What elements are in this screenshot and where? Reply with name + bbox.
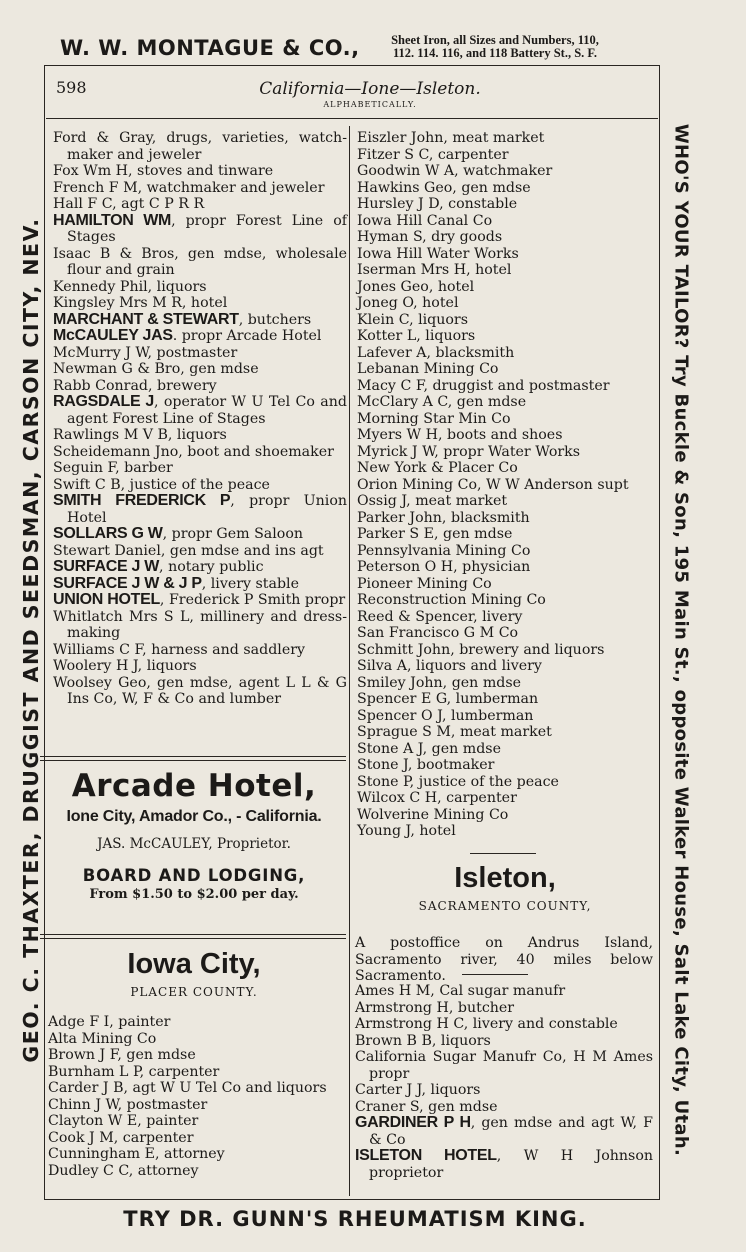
listing-entry bbox=[357, 807, 655, 824]
listing-text: Woolery H J, liquors bbox=[53, 658, 197, 674]
listing-text: Brown B B, liquors bbox=[355, 1032, 491, 1049]
listing-name: SURFACE J W bbox=[53, 558, 160, 575]
listing-entry bbox=[53, 394, 347, 427]
listing-text: Kotter L, liquors bbox=[357, 328, 476, 344]
listing-text: Williams C F, harness and saddlery bbox=[53, 641, 306, 658]
listing-text: Pioneer Mining Co bbox=[357, 575, 492, 592]
listing-entry bbox=[357, 724, 655, 741]
listing-entry bbox=[357, 708, 655, 725]
listing-text: Iowa Hill Water Works bbox=[357, 245, 519, 262]
header-rule bbox=[46, 118, 658, 119]
listing-text: Carter J J, liquors bbox=[355, 1082, 481, 1098]
listing-text: Alta Mining Co bbox=[48, 1030, 157, 1047]
listing-entry bbox=[357, 741, 655, 758]
iowa-city-listings bbox=[48, 1014, 346, 1179]
isleton-listings bbox=[355, 983, 653, 1181]
listing-text: Whitlatch Mrs S L, millinery and dress-making bbox=[53, 608, 347, 641]
listing-text: Newman G & Bro, gen mdse bbox=[53, 361, 259, 377]
advertiser-detail bbox=[320, 34, 670, 60]
listing-entry bbox=[53, 675, 347, 708]
right-margin-ad bbox=[668, 90, 694, 1190]
arcade-hotel-ad bbox=[40, 768, 348, 902]
listing-text: Fox Wm H, stoves and tinware bbox=[53, 163, 274, 179]
listing-entry bbox=[357, 262, 655, 279]
listing-entry bbox=[357, 411, 655, 428]
listing-entry bbox=[357, 609, 655, 626]
listing-text: Armstrong H C, livery and constable bbox=[355, 1016, 618, 1032]
listing-entry bbox=[53, 378, 347, 395]
iowa-city-header bbox=[40, 948, 348, 999]
listing-text: Joneg O, hotel bbox=[357, 295, 459, 311]
listing-entry bbox=[357, 526, 655, 543]
advertiser-detail-line2: 112. 114. 116, and 118 Battery St., S. F. bbox=[392, 46, 598, 60]
listing-entry bbox=[357, 691, 655, 708]
listing-text: Dudley C C, attorney bbox=[48, 1162, 199, 1179]
listing-text: Iowa Hill Canal Co bbox=[357, 212, 493, 229]
listing-text: San Francisco G M Co bbox=[357, 625, 519, 641]
right-margin-ad-text: WHO'S YOUR TAILOR? Try Buckle & Son, 195 Main St., opposite Walker House, Salt Lake City, Utah. bbox=[670, 123, 692, 1157]
isleton-desc-rule bbox=[462, 974, 528, 975]
listing-entry bbox=[357, 295, 655, 312]
listing-text: Burnham L P, carpenter bbox=[48, 1063, 220, 1080]
listing-name: ISLETON HOTEL bbox=[355, 1147, 497, 1164]
advertiser-detail-line1: Sheet Iron, all Sizes and Numbers, 110, bbox=[391, 33, 599, 47]
listing-text: Scheidemann Jno, boot and shoemaker bbox=[53, 443, 334, 460]
listing-entry bbox=[53, 444, 347, 461]
listing-text: Ossig J, meat market bbox=[357, 493, 508, 509]
listing-text: Hawkins Geo, gen mdse bbox=[357, 179, 531, 196]
listing-text: , operator W U Tel Co and agent Forest Line of Stages bbox=[67, 394, 347, 427]
listing-entry bbox=[53, 559, 347, 576]
listing-text: Cunningham E, attorney bbox=[48, 1146, 225, 1162]
page-number: 598 bbox=[56, 78, 87, 97]
listing-text: , W H Johnson proprietor bbox=[369, 1148, 653, 1181]
listing-text: Morning Star Min Co bbox=[357, 410, 511, 427]
ad-headline: BOARD AND LODGING, bbox=[82, 866, 306, 885]
page-title: California—Ione—Isleton. bbox=[259, 79, 481, 99]
listing-entry bbox=[357, 378, 655, 395]
listing-entry bbox=[357, 592, 655, 609]
iowa-city-county: PLACER COUNTY. bbox=[130, 985, 258, 999]
listing-text: McMurry J W, postmaster bbox=[53, 344, 238, 361]
listing-text: Goodwin W A, watchmaker bbox=[357, 163, 553, 179]
listing-entry bbox=[53, 328, 347, 345]
listing-entry bbox=[355, 1148, 653, 1181]
listing-entry bbox=[53, 295, 347, 312]
listing-text: Macy C F, druggist and postmaster bbox=[357, 377, 610, 394]
isleton-county: SACRAMENTO COUNTY, bbox=[418, 899, 592, 913]
listing-entry bbox=[48, 1080, 346, 1097]
listing-text: Lebanan Mining Co bbox=[357, 361, 499, 377]
listing-entry bbox=[53, 609, 347, 642]
listing-entry bbox=[357, 757, 655, 774]
listing-entry bbox=[53, 427, 347, 444]
page-subtitle: ALPHABETICALLY. bbox=[323, 100, 417, 109]
listing-text: Stone J, bootmaker bbox=[357, 757, 495, 773]
listing-text: Myers W H, boots and shoes bbox=[357, 427, 563, 443]
listing-entry bbox=[53, 592, 347, 609]
listing-entry bbox=[357, 675, 655, 692]
listing-entry bbox=[357, 790, 655, 807]
listing-text: Peterson O H, physician bbox=[357, 559, 531, 575]
listing-entry bbox=[48, 1014, 346, 1031]
listing-text: Fitzer S C, carpenter bbox=[357, 146, 509, 163]
listing-text: California Sugar Manufr Co, H M Ames propr bbox=[355, 1049, 653, 1082]
listing-text: Klein C, liquors bbox=[357, 311, 468, 328]
listing-entry bbox=[357, 559, 655, 576]
listing-entry bbox=[355, 1033, 653, 1050]
listing-text: . propr Arcade Hotel bbox=[172, 328, 322, 344]
listing-text: Jones Geo, hotel bbox=[357, 278, 475, 295]
listing-text: , notary public bbox=[159, 559, 264, 575]
listing-entry bbox=[53, 345, 347, 362]
listing-text: Brown J F, gen mdse bbox=[48, 1047, 196, 1063]
listing-text: Spencer E G, lumberman bbox=[357, 691, 539, 707]
listing-entry bbox=[357, 460, 655, 477]
listing-text: Chinn J W, postmaster bbox=[48, 1096, 208, 1113]
listing-entry bbox=[357, 642, 655, 659]
listing-entry bbox=[357, 543, 655, 560]
listing-text: Parker John, blacksmith bbox=[357, 509, 530, 526]
listing-text: Lafever A, blacksmith bbox=[357, 344, 515, 361]
listing-text: Hall F C, agt C P R R bbox=[53, 196, 205, 212]
listing-text: Hyman S, dry goods bbox=[357, 229, 503, 245]
listing-text: Swift C B, justice of the peace bbox=[53, 476, 270, 493]
ad-rule-bottom-2 bbox=[40, 938, 346, 939]
listing-entry bbox=[355, 1082, 653, 1099]
listing-entry bbox=[357, 477, 655, 494]
listing-entry bbox=[357, 196, 655, 213]
listing-text: New York & Placer Co bbox=[357, 460, 518, 476]
listing-text: Kingsley Mrs M R, hotel bbox=[53, 295, 228, 311]
listing-text: Woolsey Geo, gen mdse, agent L L & G Ins Co, W, F & Co and lumber bbox=[53, 674, 347, 707]
listing-text: Ames H M, Cal sugar manufr bbox=[355, 983, 566, 999]
listing-entry bbox=[357, 163, 655, 180]
listing-entry bbox=[357, 229, 655, 246]
ad-title: Arcade Hotel, bbox=[71, 768, 317, 804]
listing-entry bbox=[53, 180, 347, 197]
listing-entry bbox=[357, 658, 655, 675]
listing-text: Stone P, justice of the peace bbox=[357, 773, 559, 790]
listing-entry bbox=[355, 1099, 653, 1116]
right-column-listings bbox=[357, 130, 655, 840]
listing-text: , propr Gem Saloon bbox=[162, 526, 304, 542]
advertiser-name: W. W. MONTAGUE & CO., bbox=[60, 36, 360, 60]
listing-text: Stewart Daniel, gen mdse and ins agt bbox=[53, 542, 324, 559]
listing-entry bbox=[53, 658, 347, 675]
listing-entry bbox=[357, 493, 655, 510]
listing-entry bbox=[53, 213, 347, 246]
listing-entry bbox=[53, 279, 347, 296]
listing-entry bbox=[355, 1016, 653, 1033]
listing-entry bbox=[357, 180, 655, 197]
listing-entry bbox=[48, 1163, 346, 1180]
listing-entry bbox=[357, 625, 655, 642]
ad-location: Ione City, Amador Co., - California. bbox=[66, 808, 322, 825]
ad-rule-bottom bbox=[40, 934, 346, 935]
listing-name: HAMILTON WM bbox=[53, 211, 172, 229]
listing-name: MARCHANT & STEWART bbox=[53, 310, 239, 328]
listing-entry bbox=[53, 312, 347, 329]
listing-text: Reed & Spencer, livery bbox=[357, 608, 523, 625]
listing-entry bbox=[53, 642, 347, 659]
listing-text: Craner S, gen mdse bbox=[355, 1098, 498, 1115]
listing-entry bbox=[357, 130, 655, 147]
listing-text: Silva A, liquors and livery bbox=[357, 658, 542, 674]
listing-text: Wilcox C H, carpenter bbox=[357, 790, 517, 806]
listing-text: Sprague S M, meat market bbox=[357, 724, 552, 740]
iowa-city-title: Iowa City, bbox=[127, 948, 261, 980]
ad-rule-top-2 bbox=[40, 760, 346, 761]
listing-entry bbox=[53, 361, 347, 378]
listing-entry bbox=[357, 279, 655, 296]
listing-name: GARDINER P H bbox=[355, 1114, 471, 1131]
listing-entry bbox=[357, 246, 655, 263]
listing-text: Reconstruction Mining Co bbox=[357, 592, 546, 608]
listing-entry bbox=[357, 147, 655, 164]
listing-entry bbox=[357, 213, 655, 230]
top-banner bbox=[48, 30, 668, 68]
listing-text: Orion Mining Co, W W Anderson supt bbox=[357, 476, 629, 493]
listing-text: Armstrong H, butcher bbox=[355, 999, 515, 1016]
listing-entry bbox=[357, 510, 655, 527]
listing-text: Clayton W E, painter bbox=[48, 1113, 199, 1129]
listing-text: Stone A J, gen mdse bbox=[357, 740, 501, 757]
listing-entry bbox=[357, 427, 655, 444]
listing-name: UNION HOTEL bbox=[53, 591, 160, 608]
listing-entry bbox=[48, 1064, 346, 1081]
listing-entry bbox=[53, 130, 347, 163]
left-margin-ad-text: GEO. C. THAXTER, DRUGGIST AND SEEDSMAN, CARSON CITY, NEV. bbox=[19, 217, 43, 1063]
listing-entry bbox=[53, 163, 347, 180]
listing-entry bbox=[357, 312, 655, 329]
listing-text: Isaac B & Bros, gen mdse, wholesale flour and grain bbox=[53, 245, 347, 278]
ad-rule-top bbox=[40, 756, 346, 757]
listing-text: Adge F I, painter bbox=[48, 1014, 171, 1030]
left-margin-ad bbox=[18, 90, 44, 1190]
listing-entry bbox=[355, 983, 653, 1000]
listing-text: Schmitt John, brewery and liquors bbox=[357, 641, 605, 658]
listing-text: Rabb Conrad, brewery bbox=[53, 377, 217, 394]
listing-text: Cook J M, carpenter bbox=[48, 1129, 194, 1146]
listing-entry bbox=[53, 460, 347, 477]
listing-text: , propr Forest Line of Stages bbox=[67, 212, 348, 245]
ad-proprietor: JAS. McCAULEY, Proprietor. bbox=[97, 836, 291, 852]
listing-entry bbox=[355, 1115, 653, 1148]
listing-text: Pennsylvania Mining Co bbox=[357, 542, 531, 559]
isleton-description: A postoffice on Andrus Island, Sacramento river, 40 miles below Sacramento. bbox=[355, 935, 653, 984]
listing-text: Parker S E, gen mdse bbox=[357, 526, 513, 542]
listing-entry bbox=[53, 196, 347, 213]
listing-entry bbox=[355, 1000, 653, 1017]
listing-text: , butchers bbox=[238, 311, 312, 328]
listing-text: Rawlings M V B, liquors bbox=[53, 427, 227, 443]
listing-entry bbox=[53, 543, 347, 560]
listing-text: , Frederick P Smith propr bbox=[159, 592, 346, 608]
listing-text: Smiley John, gen mdse bbox=[357, 674, 522, 691]
listing-name: RAGSDALE J bbox=[53, 393, 154, 410]
listing-text: , propr Union Hotel bbox=[67, 493, 347, 526]
column-divider bbox=[349, 126, 350, 1196]
listing-text: Wolverine Mining Co bbox=[357, 806, 509, 823]
listing-text: Ford & Gray, drugs, varieties, watch-maker and jeweler bbox=[53, 130, 347, 163]
listing-entry bbox=[48, 1047, 346, 1064]
listing-name: SMITH FREDERICK P bbox=[53, 492, 231, 509]
listing-entry bbox=[53, 576, 347, 593]
listing-entry bbox=[357, 444, 655, 461]
listing-text: Eiszler John, meat market bbox=[357, 130, 545, 146]
isleton-header bbox=[352, 862, 658, 913]
listing-entry bbox=[53, 246, 347, 279]
listing-text: Hursley J D, constable bbox=[357, 196, 518, 212]
listing-entry bbox=[48, 1130, 346, 1147]
ad-price: From $1.50 to $2.00 per day. bbox=[89, 887, 299, 902]
listing-text: , livery stable bbox=[201, 575, 299, 592]
listing-text: Iserman Mrs H, hotel bbox=[357, 262, 512, 278]
listing-text: Seguin F, barber bbox=[53, 460, 173, 476]
listing-entry bbox=[357, 361, 655, 378]
isleton-rule bbox=[470, 853, 536, 854]
listing-text: Spencer O J, lumberman bbox=[357, 707, 534, 724]
listing-entry bbox=[357, 394, 655, 411]
listing-entry bbox=[48, 1097, 346, 1114]
listing-entry bbox=[48, 1031, 346, 1048]
listing-entry bbox=[357, 823, 655, 840]
listing-name: McCAULEY JAS bbox=[53, 327, 173, 344]
listing-entry bbox=[357, 345, 655, 362]
listing-entry bbox=[357, 328, 655, 345]
listing-text: McClary A C, gen mdse bbox=[357, 394, 527, 410]
listing-entry bbox=[48, 1146, 346, 1163]
listing-entry bbox=[53, 526, 347, 543]
left-column-listings bbox=[53, 130, 347, 708]
isleton-title: Isleton, bbox=[454, 862, 556, 894]
listing-entry bbox=[357, 774, 655, 791]
listing-text: Young J, hotel bbox=[357, 823, 456, 839]
listing-entry bbox=[357, 576, 655, 593]
listing-entry bbox=[53, 493, 347, 526]
listing-entry bbox=[355, 1049, 653, 1082]
listing-text: Carder J B, agt W U Tel Co and liquors bbox=[48, 1080, 327, 1096]
listing-text: Myrick J W, propr Water Works bbox=[357, 443, 581, 460]
listing-name: SURFACE J W & J P bbox=[53, 574, 202, 592]
listing-text: , gen mdse and agt W, F & Co bbox=[369, 1115, 653, 1148]
listing-name: SOLLARS G W bbox=[53, 525, 163, 542]
listing-entry bbox=[48, 1113, 346, 1130]
listing-text: Kennedy Phil, liquors bbox=[53, 278, 207, 295]
bottom-banner: TRY DR. GUNN'S RHEUMATISM KING. bbox=[123, 1207, 587, 1231]
listing-text: French F M, watchmaker and jeweler bbox=[53, 179, 325, 196]
listing-entry bbox=[53, 477, 347, 494]
